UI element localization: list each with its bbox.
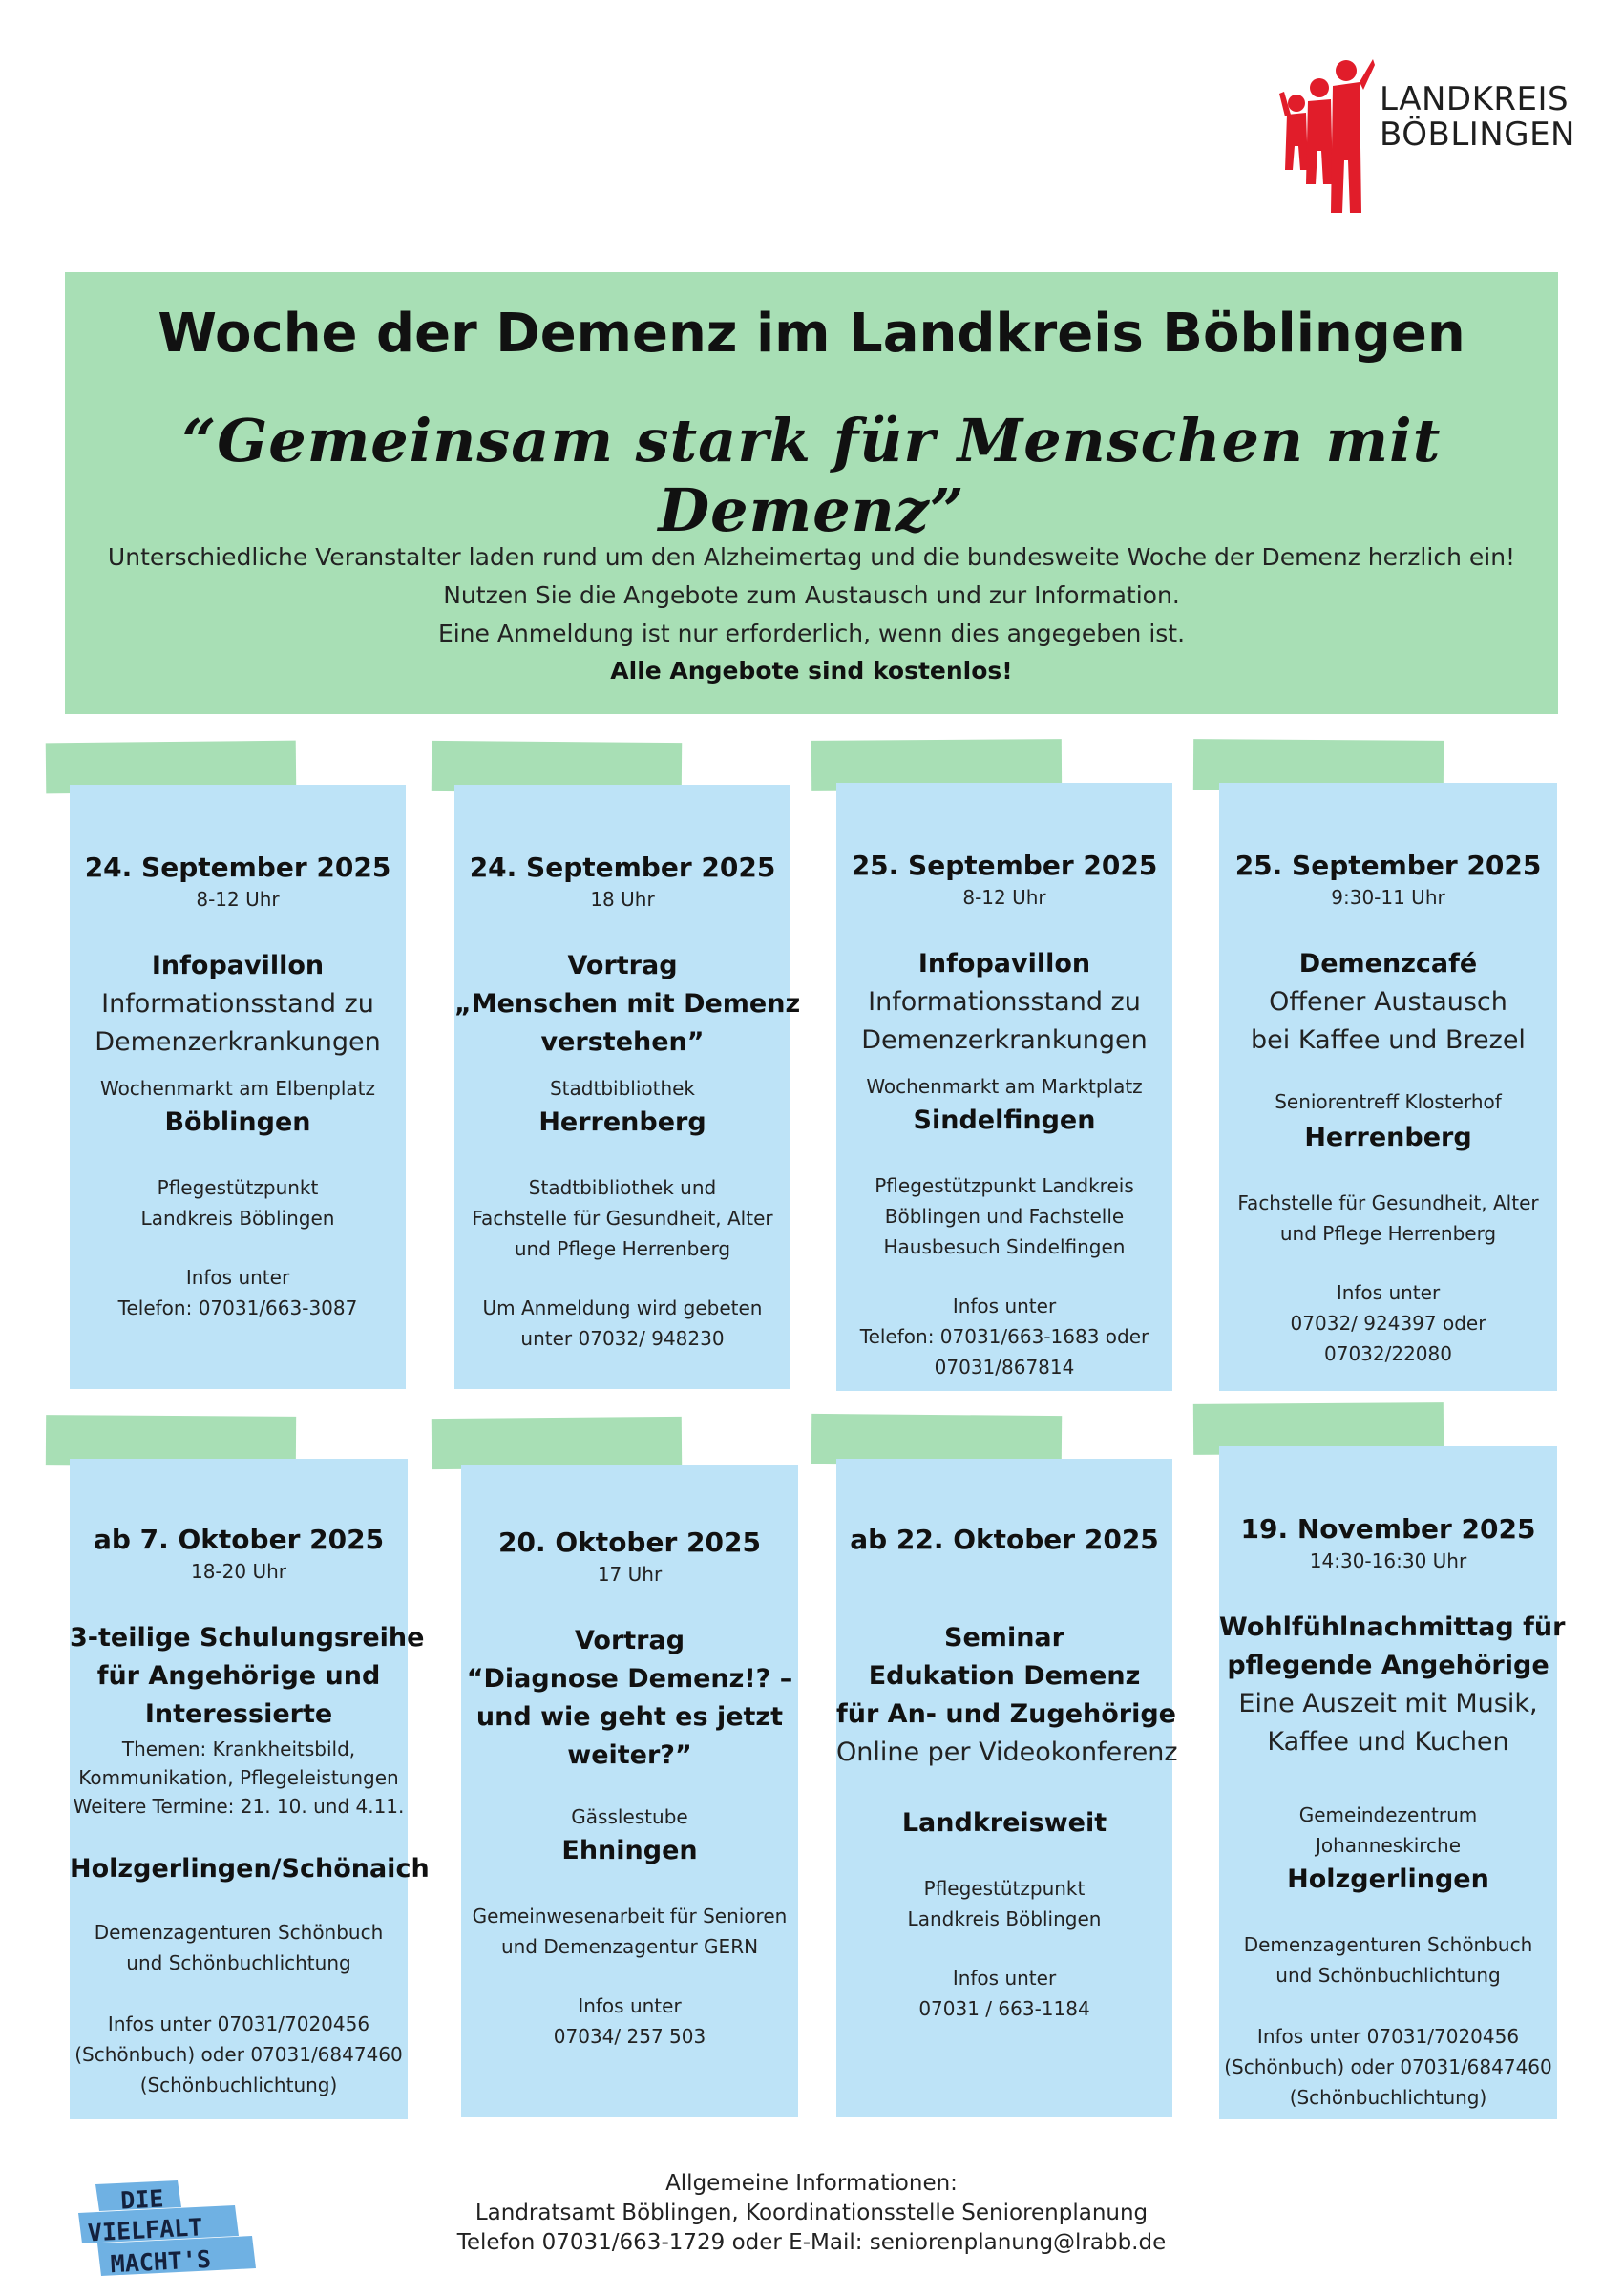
event-card — [461, 1465, 798, 2117]
event-organizer: Stadtbibliothek und — [528, 1176, 717, 1199]
event-info: (Schönbuch) oder 07031/6847460 — [1224, 2055, 1552, 2078]
event-info: Infos unter — [578, 1994, 682, 2017]
event-place: Böblingen — [164, 1107, 311, 1137]
footer-heading: Allgemeine Informationen: — [665, 2171, 958, 2196]
event-organizer: Pflegestützpunkt — [923, 1877, 1086, 1900]
vielfalt-line-3: MACHT'S — [109, 2244, 212, 2279]
event-time: 14:30-16:30 Uhr — [1309, 1549, 1467, 1572]
event-time: 18 Uhr — [590, 888, 655, 911]
event-subtitle: Online per Videokonferenz — [836, 1738, 1178, 1767]
event-info: Infos unter — [952, 1295, 1057, 1317]
event-organizer: Böblingen und Fachstelle — [884, 1205, 1125, 1228]
event-organizer: Demenzagenturen Schönbuch — [1243, 1933, 1533, 1956]
intro-line-free: Alle Angebote sind kostenlos! — [610, 657, 1013, 685]
event-title: für An- und Zugehörige — [836, 1699, 1176, 1729]
event-info: Infos unter — [1336, 1281, 1441, 1304]
event-place: Holzgerlingen/Schönaich — [70, 1854, 430, 1884]
event-venue: Wochenmarkt am Marktplatz — [866, 1075, 1143, 1098]
event-place: Sindelfingen — [913, 1106, 1096, 1135]
event-date: ab 7. Oktober 2025 — [93, 1524, 385, 1555]
event-card — [454, 785, 801, 1389]
event-venue: Stadtbibliothek — [549, 1077, 696, 1100]
event-info: 07034/ 257 503 — [553, 2025, 706, 2048]
event-organizer: Fachstelle für Gesundheit, Alter — [472, 1207, 773, 1230]
event-card — [70, 785, 406, 1389]
page-title: Woche der Demenz im Landkreis Böblingen — [158, 303, 1465, 365]
logo-line-1: LANDKREIS — [1380, 80, 1570, 118]
event-card — [836, 1459, 1178, 2117]
event-info: Infos unter — [952, 1967, 1057, 1990]
logo-line-2: BÖBLINGEN — [1380, 116, 1575, 154]
vielfalt-line-2: VIELFALT — [87, 2213, 204, 2247]
event-place: Herrenberg — [538, 1107, 706, 1137]
event-title: und wie geht es jetzt — [475, 1702, 784, 1732]
event-title: 3-teilige Schulungsreihe — [70, 1623, 425, 1653]
event-date: ab 22. Oktober 2025 — [850, 1524, 1159, 1555]
event-info: Infos unter — [185, 1266, 290, 1289]
event-title: pflegende Angehörige — [1227, 1651, 1549, 1680]
intro-line-3: Eine Anmeldung ist nur erforderlich, wenn dies angegeben ist. — [437, 620, 1186, 647]
event-date: 25. September 2025 — [1234, 850, 1542, 881]
event-title: “Diagnose Demenz!? – — [466, 1664, 793, 1694]
event-organizer: Fachstelle für Gesundheit, Alter — [1237, 1191, 1539, 1214]
event-date: 19. November 2025 — [1240, 1513, 1536, 1545]
event-info: Infos unter 07031/7020456 — [107, 2012, 370, 2035]
logo-wordmark — [1380, 82, 1575, 153]
event-organizer: Demenzagenturen Schönbuch — [94, 1921, 384, 1944]
event-card — [1219, 1446, 1566, 2119]
footer-organization: Landratsamt Böblingen, Koordinationsstelle Seniorenplanung — [474, 2201, 1149, 2225]
event-organizer: Landkreis Böblingen — [907, 1907, 1102, 1930]
event-organizer: Pflegestützpunkt Landkreis — [875, 1174, 1134, 1197]
event-title: Infopavillon — [917, 949, 1091, 979]
event-title: Seminar — [944, 1623, 1064, 1653]
event-organizer: und Pflege Herrenberg — [514, 1237, 731, 1260]
event-subtitle: bei Kaffee und Brezel — [1251, 1025, 1526, 1055]
landkreis-figures-icon — [1279, 55, 1375, 222]
event-place: Herrenberg — [1304, 1123, 1472, 1152]
event-organizer: und Schönbuchlichtung — [126, 1951, 351, 1974]
event-date: 24. September 2025 — [469, 852, 776, 883]
vielfalt-line-1: DIE — [119, 2184, 165, 2215]
event-title: weiter?” — [567, 1740, 692, 1770]
event-title: „Menschen mit Demenz — [454, 989, 801, 1019]
event-title: Edukation Demenz — [868, 1661, 1141, 1691]
event-title: verstehen” — [540, 1027, 705, 1057]
landkreis-logo — [1279, 55, 1594, 222]
event-place: Ehningen — [561, 1836, 698, 1865]
event-subtitle: Offener Austausch — [1269, 987, 1507, 1017]
event-title: Interessierte — [144, 1699, 333, 1729]
event-title: Wohlfühlnachmittag für — [1219, 1612, 1566, 1642]
event-venue: Johanneskirche — [1315, 1834, 1462, 1857]
intro-line-1: Unterschiedliche Veranstalter laden rund um den Alzheimertag und die bundesweite Woche der Demenz herzlich ein! — [107, 543, 1516, 571]
event-note: Weitere Termine: 21. 10. und 4.11. — [73, 1795, 405, 1818]
event-note: Themen: Krankheitsbild, — [121, 1738, 356, 1760]
event-place: Holzgerlingen — [1287, 1864, 1489, 1894]
event-time: 17 Uhr — [597, 1563, 663, 1586]
event-place: Landkreisweit — [901, 1808, 1107, 1838]
event-date: 20. Oktober 2025 — [498, 1527, 761, 1558]
footer-contact: Telefon 07031/663-1729 oder E-Mail: seniorenplanung@lrabb.de — [456, 2230, 1167, 2255]
intro-line-2: Nutzen Sie die Angebote zum Austausch und zur Information. — [443, 581, 1180, 609]
event-venue: Seniorentreff Klosterhof — [1275, 1090, 1502, 1113]
event-organizer: Landkreis Böblingen — [140, 1207, 335, 1230]
event-subtitle: Informationsstand zu — [868, 987, 1141, 1017]
event-time: 8-12 Uhr — [962, 886, 1046, 909]
event-info: 07031/867814 — [934, 1356, 1075, 1379]
event-info: Um Anmeldung wird gebeten — [482, 1296, 763, 1319]
event-subtitle: Demenzerkrankungen — [861, 1025, 1148, 1055]
event-subtitle: Kaffee und Kuchen — [1267, 1727, 1509, 1757]
event-info: (Schönbuchlichtung) — [1289, 2086, 1487, 2109]
event-info: Telefon: 07031/663-1683 oder — [859, 1325, 1149, 1348]
event-note: Kommunikation, Pflegeleistungen — [78, 1766, 399, 1789]
event-organizer: und Demenzagentur GERN — [500, 1935, 759, 1958]
event-organizer: Hausbesuch Sindelfingen — [883, 1235, 1126, 1258]
event-subtitle: Eine Auszeit mit Musik, — [1238, 1689, 1538, 1718]
footer — [0, 2169, 1623, 2258]
event-time: 9:30-11 Uhr — [1331, 886, 1445, 909]
event-title: Vortrag — [567, 951, 678, 980]
event-date: 25. September 2025 — [851, 850, 1158, 881]
event-card — [836, 783, 1172, 1391]
header-banner — [65, 272, 1558, 714]
event-info: Infos unter 07031/7020456 — [1256, 2025, 1520, 2048]
event-title: Demenzcafé — [1298, 949, 1478, 979]
event-time: 18-20 Uhr — [190, 1560, 286, 1583]
event-info: unter 07032/ 948230 — [520, 1327, 725, 1350]
event-info: 07032/ 924397 oder — [1290, 1312, 1486, 1335]
event-venue: Wochenmarkt am Elbenplatz — [99, 1077, 376, 1100]
event-organizer: und Schönbuchlichtung — [1275, 1964, 1501, 1987]
event-info: (Schönbuch) oder 07031/6847460 — [74, 2043, 403, 2066]
event-time: 8-12 Uhr — [196, 888, 280, 911]
event-organizer: und Pflege Herrenberg — [1279, 1222, 1497, 1245]
event-info: (Schönbuchlichtung) — [139, 2074, 338, 2096]
event-date: 24. September 2025 — [84, 852, 391, 883]
event-card — [1219, 783, 1557, 1391]
tape-decoration — [432, 1417, 682, 1469]
event-subtitle: Informationsstand zu — [101, 989, 374, 1019]
event-title: Infopavillon — [151, 951, 325, 980]
motto: “Gemeinsam stark für Menschen mit Demenz” — [181, 406, 1442, 545]
event-title: Vortrag — [574, 1626, 685, 1655]
event-title: für Angehörige und — [96, 1661, 381, 1691]
event-subtitle: Demenzerkrankungen — [95, 1027, 381, 1057]
event-info: 07032/22080 — [1324, 1342, 1452, 1365]
event-venue: Gemeindezentrum — [1298, 1803, 1478, 1826]
event-organizer: Gemeinwesenarbeit für Senioren — [472, 1905, 788, 1927]
event-info: Telefon: 07031/663-3087 — [117, 1296, 358, 1319]
event-organizer: Pflegestützpunkt — [157, 1176, 319, 1199]
event-venue: Gässlestube — [571, 1805, 688, 1828]
event-info: 07031 / 663-1184 — [918, 1997, 1090, 2020]
event-card — [70, 1459, 430, 2119]
